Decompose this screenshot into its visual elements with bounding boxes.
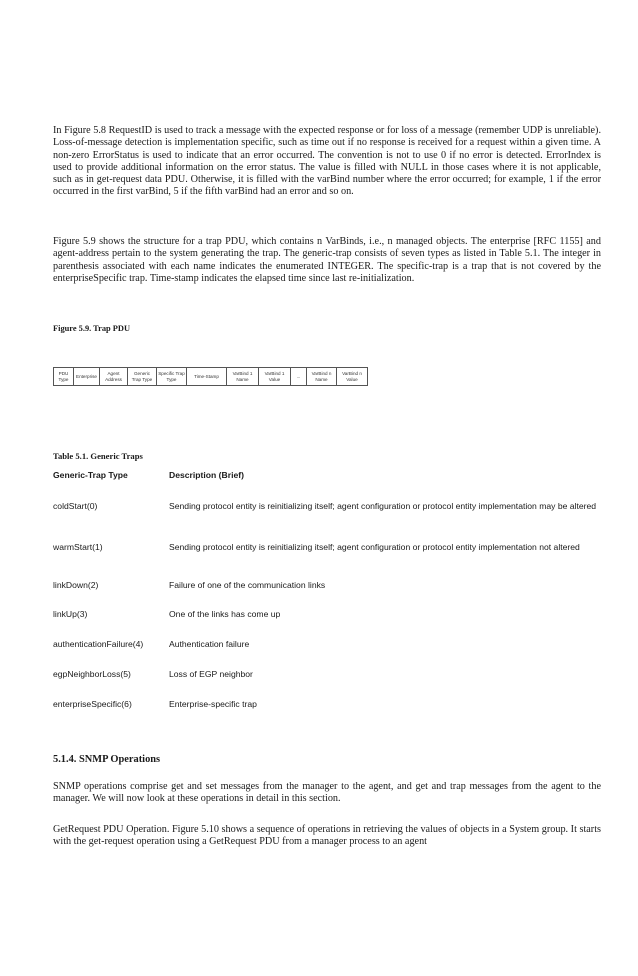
pdu-field: Time-Stamp: [187, 368, 227, 385]
table-cell-description: One of the links has come up: [169, 609, 281, 619]
pdu-field: VarBind n Name: [307, 368, 337, 385]
table-header: Description (Brief): [169, 470, 244, 480]
table-cell-description: Authentication failure: [169, 639, 250, 649]
pdu-field: Enterprise: [74, 368, 100, 385]
paragraph-snmp-operations: SNMP operations comprise get and set messages from the manager to the agent, and get and trap messages from the agent to the manager. We will now look at these operations in detail in this section.: [53, 781, 601, 805]
table-cell-type: enterpriseSpecific(6): [53, 699, 132, 709]
table-header: Generic-Trap Type: [53, 470, 128, 480]
pdu-field: PDU Type: [54, 368, 74, 385]
paragraph-trap-pdu: Figure 5.9 shows the structure for a trap PDU, which contains n VarBinds, i.e., n managed objects. The enterprise [RFC 1155] and agent-address pertain to the system generating the trap. The generic-trap consists of seven types as listed in Table 5.1. The integer in parenthesis associated with each name indicates the enumerated INTEGER. The specific-trap is a trap that is not covered by the enterpriseSpecific trap. Time-stamp indicates the elapsed time since last re-initialization.: [53, 236, 601, 284]
pdu-field-ellipsis: ...: [291, 368, 307, 385]
table-cell-description: Failure of one of the communication links: [169, 580, 326, 590]
table-cell-description: Sending protocol entity is reinitializing itself; agent configuration or protocol entity implementation may be altered: [169, 501, 597, 511]
pdu-field: VarBind 1 Name: [227, 368, 259, 385]
pdu-field: Specific Trap Type: [157, 368, 187, 385]
pdu-field: VarBind n Value: [342, 371, 362, 382]
pdu-field: VarBind 1 Value: [259, 368, 291, 385]
table-cell-type: warmStart(1): [53, 542, 103, 552]
table-caption: Table 5.1. Generic Traps: [53, 451, 143, 461]
table-cell-description: Enterprise-specific trap: [169, 699, 257, 709]
table-cell-type: linkDown(2): [53, 580, 99, 590]
trap-pdu-diagram: [53, 367, 368, 386]
table-cell-type: egpNeighborLoss(5): [53, 669, 131, 679]
paragraph-request-id: In Figure 5.8 RequestID is used to track a message with the expected response or for loss of a message (remember UDP is unreliable). Loss-of-message detection is implementation specific, such as time out if no response is received for a request within a given time. A non-zero ErrorStatus is used to indicate that an error occurred. The convention is not to use 0 if no error is detected. ErrorIndex is used to provide additional information on the error status. The value is filled with NULL in those cases where it is not applicable, such as in get-request data PDU. Otherwise, it is filled with the varBind number where the error occurred; for example, 1 if the error occurred in the first varBind, 5 if the fifth varBind had an error and so on.: [53, 125, 601, 198]
table-cell-type: coldStart(0): [53, 501, 98, 511]
figure-caption: Figure 5.9. Trap PDU: [53, 324, 131, 333]
table-cell-description: Loss of EGP neighbor: [169, 669, 253, 679]
section-heading: 5.1.4. SNMP Operations: [53, 754, 161, 765]
pdu-field: Agent Address: [100, 368, 128, 385]
table-cell-type: authenticationFailure(4): [53, 639, 144, 649]
pdu-field: Generic Trap Type: [128, 368, 157, 385]
table-cell-description: Sending protocol entity is reinitializing itself; agent configuration or protocol entity implementation not altered: [169, 542, 580, 552]
paragraph-getrequest: GetRequest PDU Operation. Figure 5.10 shows a sequence of operations in retrieving the values of objects in a System group. It starts with the get-request operation using a GetRequest PDU from a manager process to an agent: [53, 824, 601, 848]
table-cell-type: linkUp(3): [53, 609, 88, 619]
